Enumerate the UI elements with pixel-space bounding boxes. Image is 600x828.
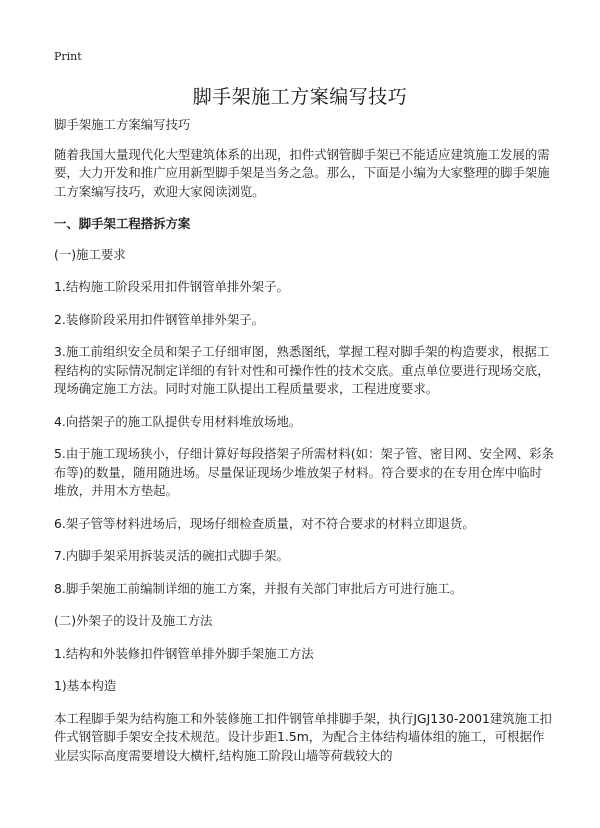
list-item: 1.结构施工阶段采用扣件钢管单排外架子。 <box>54 279 289 294</box>
list-item: 1.结构和外装修扣件钢管单排外脚手架施工方法 <box>54 645 314 661</box>
intro-paragraph: 随着我国大量现代化大型建筑体系的出现，扣件式钢管脚手架已不能适应建筑施工发展的需要，大力开发和推广应用新型脚手架是当务之急。那么，下面是小编为大家整理的脚手架施工方案编写技巧，欢迎大家阅读浏览。 <box>54 146 550 199</box>
document-title: 脚手架施工方案编写技巧 <box>192 86 408 108</box>
print-link[interactable]: Print <box>54 50 82 63</box>
section-heading-1: 一、脚手架工程搭拆方案 <box>54 216 191 231</box>
list-item: 4.向搭架子的施工队提供专用材料堆放场地。 <box>54 413 302 429</box>
list-item: 2.装修阶段采用扣件钢管单排外架子。 <box>54 311 265 327</box>
list-item: 3.施工前组织安全员和架子工仔细审图，熟悉图纸，掌握工程对脚手架的构造要求，根据工程结构的实际情况制定详细的有针对性和可操作性的技术交底。重点单位要进行现场交底，现场确定施工方法。同时对施工队提出工程质量要求，工程进度要求。 <box>54 344 550 396</box>
list-item: 5.由于施工现场狭小，仔细计算好每段搭架子所需材料(如：架子管、密目网、安全网、彩条布等)的数量，随用随进场。尽量保证现场少堆放架子材料。符合要求的在专用仓库中临时堆放，并用木方垫起。 <box>54 446 554 498</box>
list-item: 1)基本构造 <box>54 678 117 693</box>
list-item: 7.内脚手架采用拆装灵活的碗扣式脚手架。 <box>54 548 289 563</box>
list-item: 8.脚手架施工前编制详细的施工方案，并报有关部门审批后方可进行施工。 <box>54 580 463 596</box>
document-body <box>54 116 554 765</box>
subsection-heading-2: (二)外架子的设计及施工方法 <box>54 613 213 628</box>
subsection-heading-1: (一)施工要求 <box>54 246 126 262</box>
body-paragraph: 本工程脚手架为结构施工和外装修施工扣件钢管单排脚手架，执行JGJ130-2001建筑施工扣件式钢管脚手架安全技术规范。设计步距1.5m，为配合主体结构墙体组的施工，可根据作业层实际高度需要增设大横杆,结构施工阶段山墙等荷载较大的 <box>54 710 552 763</box>
list-item: 6.架子管等材料进场后，现场仔细检查质量，对不符合要求的材料立即退货。 <box>54 515 475 531</box>
document-subtitle: 脚手架施工方案编写技巧 <box>54 117 191 132</box>
